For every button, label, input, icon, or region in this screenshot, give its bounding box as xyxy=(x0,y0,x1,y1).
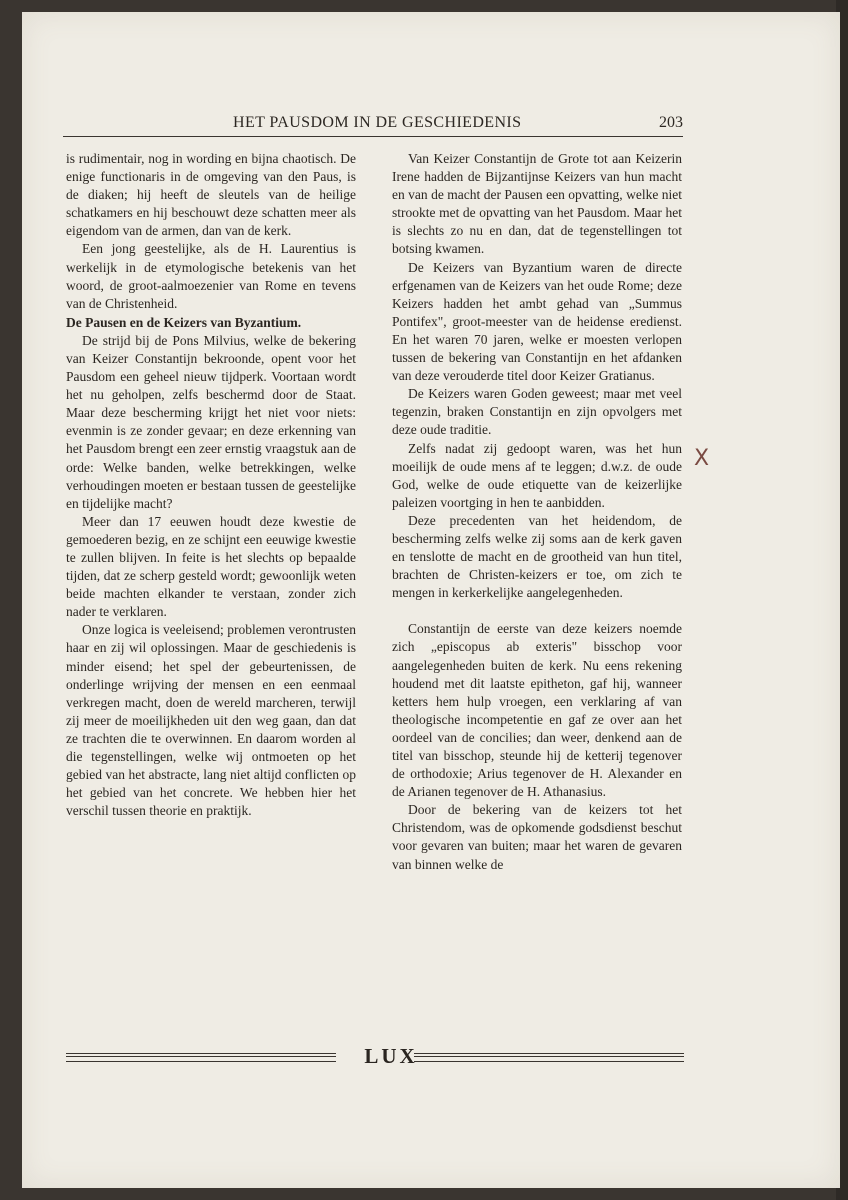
paragraph: Door de bekering van de keizers tot het Christendom, was de opkomende godsdienst beschut voor gevaren van buiten; maar het waren de gevaren van binnen welke de xyxy=(392,802,682,872)
paragraph: Constantijn de eerste van deze keizers noemde zich „episcopus ab exteris" bisschop voor aangelegenheden buiten de kerk. Nu eens rekening houdend met dit laatste epitheton, gaf hij, wanneer ketters hem hulp vroegen, een verklaring af van theologische incompetentie en gaf ze over aan het oordeel van de concilies; dan weer, denkend aan de titel van bisschop, steunde hij de ketterij tegenover de orthodoxie; Arius tegenover de H. Alexander en de Arianen tegenover de H. Athanasius. xyxy=(392,621,682,800)
paragraph: De Keizers van Byzantium waren de directe erfgenamen van de Keizers van het oude Rome; deze Keizers hadden het ambt gehad van „Summus Pontifex", groot-meester van de heidense eredienst. En het waren 70 jaren, welke er moesten verlopen tussen de bekering van Constantijn en het afdanken van deze verouderde titel door Keizer Gratianus. xyxy=(392,259,682,384)
paragraph: Een jong geestelijke, als de H. Laurentius is werkelijk in de etymologische betekenis van het woord, de groot-aalmoezenier van Rome en tevens van de Christenheid. xyxy=(66,241,356,311)
header-title: HET PAUSDOM IN DE GESCHIEDENIS xyxy=(233,114,522,131)
margin-annotation: X xyxy=(694,446,710,471)
paragraph: De Keizers waren Goden geweest; maar met veel tegenzin, braken Constantijn en zijn opvolgers met deze oude traditie. xyxy=(392,386,682,438)
paragraph: Onze logica is veeleisend; problemen verontrusten haar en zij wil oplossingen. Maar de geschiedenis is minder eisend; het spel der gebeurtenissen, de onderlinge wrijving der mensen en een eenmaal verkregen macht, doen de wereld marcheren, terwijl zij meer de moeilijkheden uit den weg gaan, dan dat ze trachten die te overwinnen. En daarom worden al die tegenstellingen, welke wij ontmoeten op het gebied van het abstracte, lang niet altijd conflicten op het gebied van het concrete. We hebben hier het verschil tussen theorie en praktijk. xyxy=(66,622,356,819)
paragraph: Zelfs nadat zij gedoopt waren, was het hun moeilijk de oude mens af te leggen; d.w.z. de oude God, welke de oude etiquette van de keizerlijke paleizen voortging in hen te aanbidden. xyxy=(392,440,682,510)
paragraph-gap xyxy=(392,602,682,620)
right-column xyxy=(392,150,682,874)
footer-rule-right xyxy=(414,1053,684,1062)
paragraph: Deze precedenten van het heidendom, de bescherming zelfs welke zij soms aan de kerk gaven en tenslotte de macht en de grootheid van hun titel, brachten de Christen-keizers er toe, om zich te mengen in kerkerkelijke aangelegenheden. xyxy=(392,512,682,601)
paragraph: Van Keizer Constantijn de Grote tot aan Keizerin Irene hadden de Bijzantijnse Keizers van hun macht en van de macht der Pausen een opvatting, welke niet strookte met de opvatting van het Pausdom. Maar het is slechts zo nu en dan, dat de tegenstellingen tot botsing kwamen. xyxy=(392,151,682,257)
footer-rule-left xyxy=(66,1053,336,1062)
running-header xyxy=(63,114,683,137)
paragraph: De strijd bij de Pons Milvius, welke de bekering van Keizer Constantijn bekroonde, opent voor het Pausdom een geheel nieuw tijdperk. Voortaan wordt het nu geholpen, zelfs beschermd door de Staat. Maar deze bescherming krijgt het niet voor niets: evenmin is ze zonder gevaar; en deze erkenning van het Pausdom brengt een zeer ernstig vraagstuk aan de orde: Welke banden, welke betrekkingen, welke verhoudingen moeten er bestaan tussen de geestelijke en tijdelijke macht? xyxy=(66,332,356,511)
paragraph: Meer dan 17 eeuwen houdt deze kwestie de gemoederen bezig, en ze schijnt een eeuwige kwestie te zullen blijven. In feite is het slechts op bepaalde tijden, dat ze scherp gesteld wordt; gewoonlijk weten beide machten elkander te verstaan, zonder zich nader te verklaren. xyxy=(66,513,356,620)
footer-ornament xyxy=(66,1044,684,1070)
page-number: 203 xyxy=(659,114,683,131)
lux-logo: LUX xyxy=(364,1044,418,1068)
left-column xyxy=(66,150,356,820)
section-title: De Pausen en de Keizers van Byzantium. xyxy=(66,314,302,330)
paragraph: is rudimentair, nog in wording en bijna chaotisch. De enige functionaris in de omgeving van den Paus, is de diaken; hij heeft de sleutels van de heilige schatkamers en hij beschouwt deze schatten meer als eigendom van de armen, dan van de kerk. xyxy=(66,151,356,239)
